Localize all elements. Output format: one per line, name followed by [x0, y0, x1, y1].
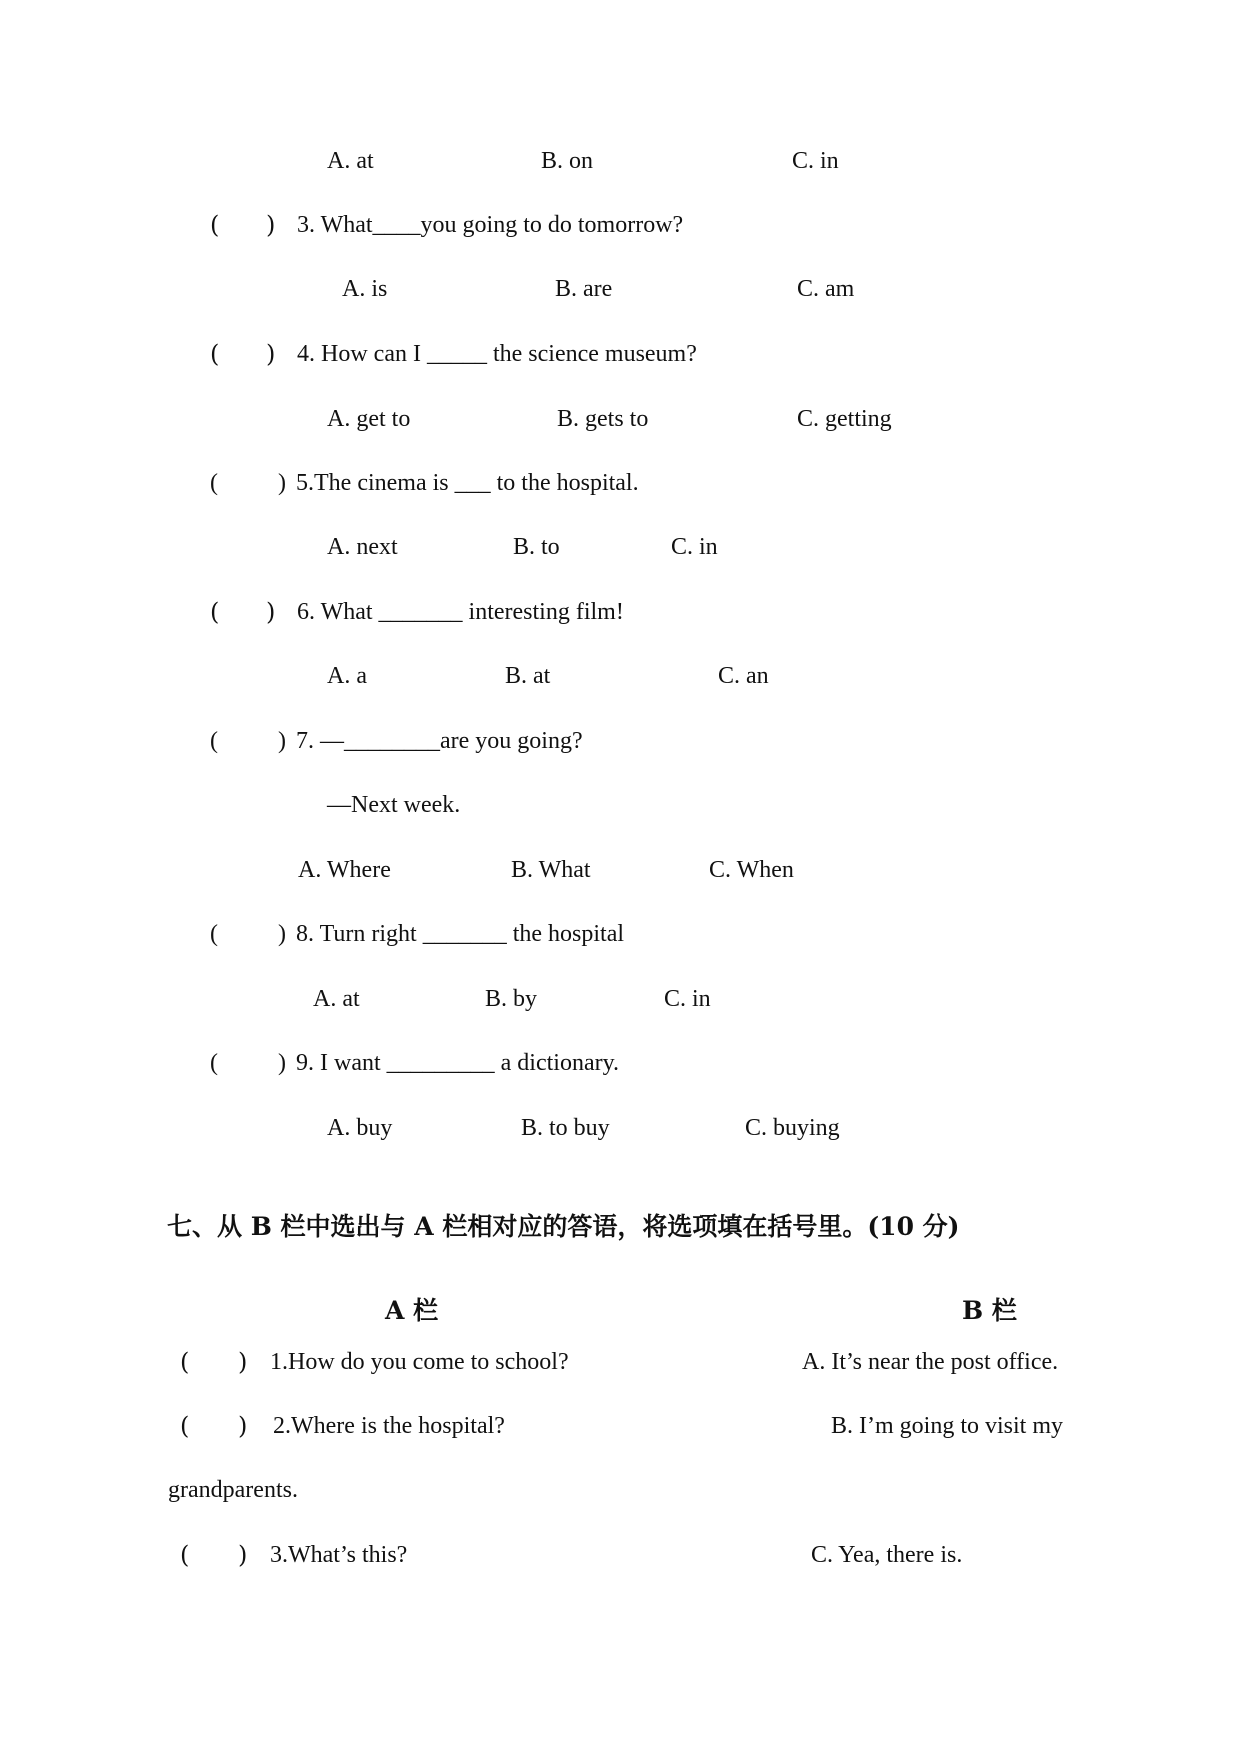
q3-option-a: A. is [342, 276, 388, 302]
q7-answer-bracket-open: ( [210, 728, 218, 754]
q9-answer-bracket-open: ( [210, 1050, 218, 1076]
q3-stem: 3. What____you going to do tomorrow? [297, 212, 684, 238]
q5-answer-bracket-open: ( [210, 470, 218, 496]
q4-option-c: C. getting [797, 406, 892, 432]
q8-option-a: A. at [313, 986, 360, 1012]
q8-answer-bracket-close: ) [278, 921, 286, 947]
q6-option-b: B. at [505, 663, 551, 689]
q4-answer-bracket-open: ( [210, 340, 220, 368]
q6-option-a: A. a [327, 663, 367, 689]
q9-stem: 9. I want _________ a dictionary. [296, 1050, 620, 1076]
match-row-2-answer-continued: grandparents. [168, 1477, 298, 1503]
q6-option-c: C. an [718, 663, 769, 689]
q9-option-a: A. buy [327, 1115, 393, 1141]
q5-option-c: C. in [671, 534, 718, 560]
q5-option-a: A. next [327, 534, 398, 560]
column-a-header: A 栏 [385, 1296, 439, 1325]
q8-answer-bracket-open: ( [210, 921, 218, 947]
q7-option-b: B. What [511, 857, 591, 883]
match-row-1-bracket-close: ) [238, 1348, 248, 1376]
q4-option-b: B. gets to [557, 406, 649, 432]
match-row-3-bracket-open: ( [180, 1541, 190, 1569]
match-row-2-answer: B. I’m going to visit my [831, 1413, 1064, 1439]
match-row-2-bracket-close: ) [238, 1412, 248, 1440]
q5-stem: 5.The cinema is ___ to the hospital. [296, 470, 639, 496]
q7-answer-line: —Next week. [327, 792, 461, 818]
q6-stem: 6. What _______ interesting film! [297, 599, 624, 625]
q6-answer-bracket-open: ( [210, 598, 220, 626]
match-row-3-answer: C. Yea, there is. [811, 1542, 963, 1568]
q3-option-c: C. am [797, 276, 855, 302]
q8-stem: 8. Turn right _______ the hospital [296, 921, 625, 947]
section7-title: 七、从 B 栏中选出与 A 栏相对应的答语，将选项填在括号里。(10 分) [167, 1212, 960, 1241]
q2-option-c: C. in [792, 148, 839, 174]
q7-answer-bracket-close: ) [278, 728, 286, 754]
q3-answer-bracket-open: ( [210, 211, 220, 239]
q4-option-a: A. get to [327, 406, 411, 432]
q6-answer-bracket-close: ) [266, 598, 276, 626]
match-row-1-question: 1.How do you come to school? [270, 1349, 569, 1375]
match-row-1-bracket-open: ( [180, 1348, 190, 1376]
q3-answer-bracket-close: ) [266, 211, 276, 239]
q5-answer-bracket-close: ) [278, 470, 286, 496]
column-b-header: B 栏 [962, 1296, 1017, 1325]
match-row-2-bracket-open: ( [180, 1412, 190, 1440]
q8-option-b: B. by [485, 986, 538, 1012]
q2-option-a: A. at [327, 148, 374, 174]
q4-answer-bracket-close: ) [266, 340, 276, 368]
match-row-1-answer: A. It’s near the post office. [802, 1349, 1059, 1375]
q8-option-c: C. in [664, 986, 711, 1012]
match-row-3-bracket-close: ) [238, 1541, 248, 1569]
q9-option-b: B. to buy [521, 1115, 610, 1141]
q5-option-b: B. to [513, 534, 560, 560]
q9-answer-bracket-close: ) [278, 1050, 286, 1076]
q7-stem: 7. —________are you going? [296, 728, 583, 754]
q4-stem: 4. How can I _____ the science museum? [297, 341, 697, 367]
match-row-3-question: 3.What’s this? [270, 1542, 408, 1568]
q2-option-b: B. on [541, 148, 594, 174]
match-row-2-question: 2.Where is the hospital? [273, 1413, 505, 1439]
q7-option-c: C. When [709, 857, 794, 883]
q9-option-c: C. buying [745, 1115, 840, 1141]
q7-option-a: A. Where [298, 857, 391, 883]
q3-option-b: B. are [555, 276, 613, 302]
